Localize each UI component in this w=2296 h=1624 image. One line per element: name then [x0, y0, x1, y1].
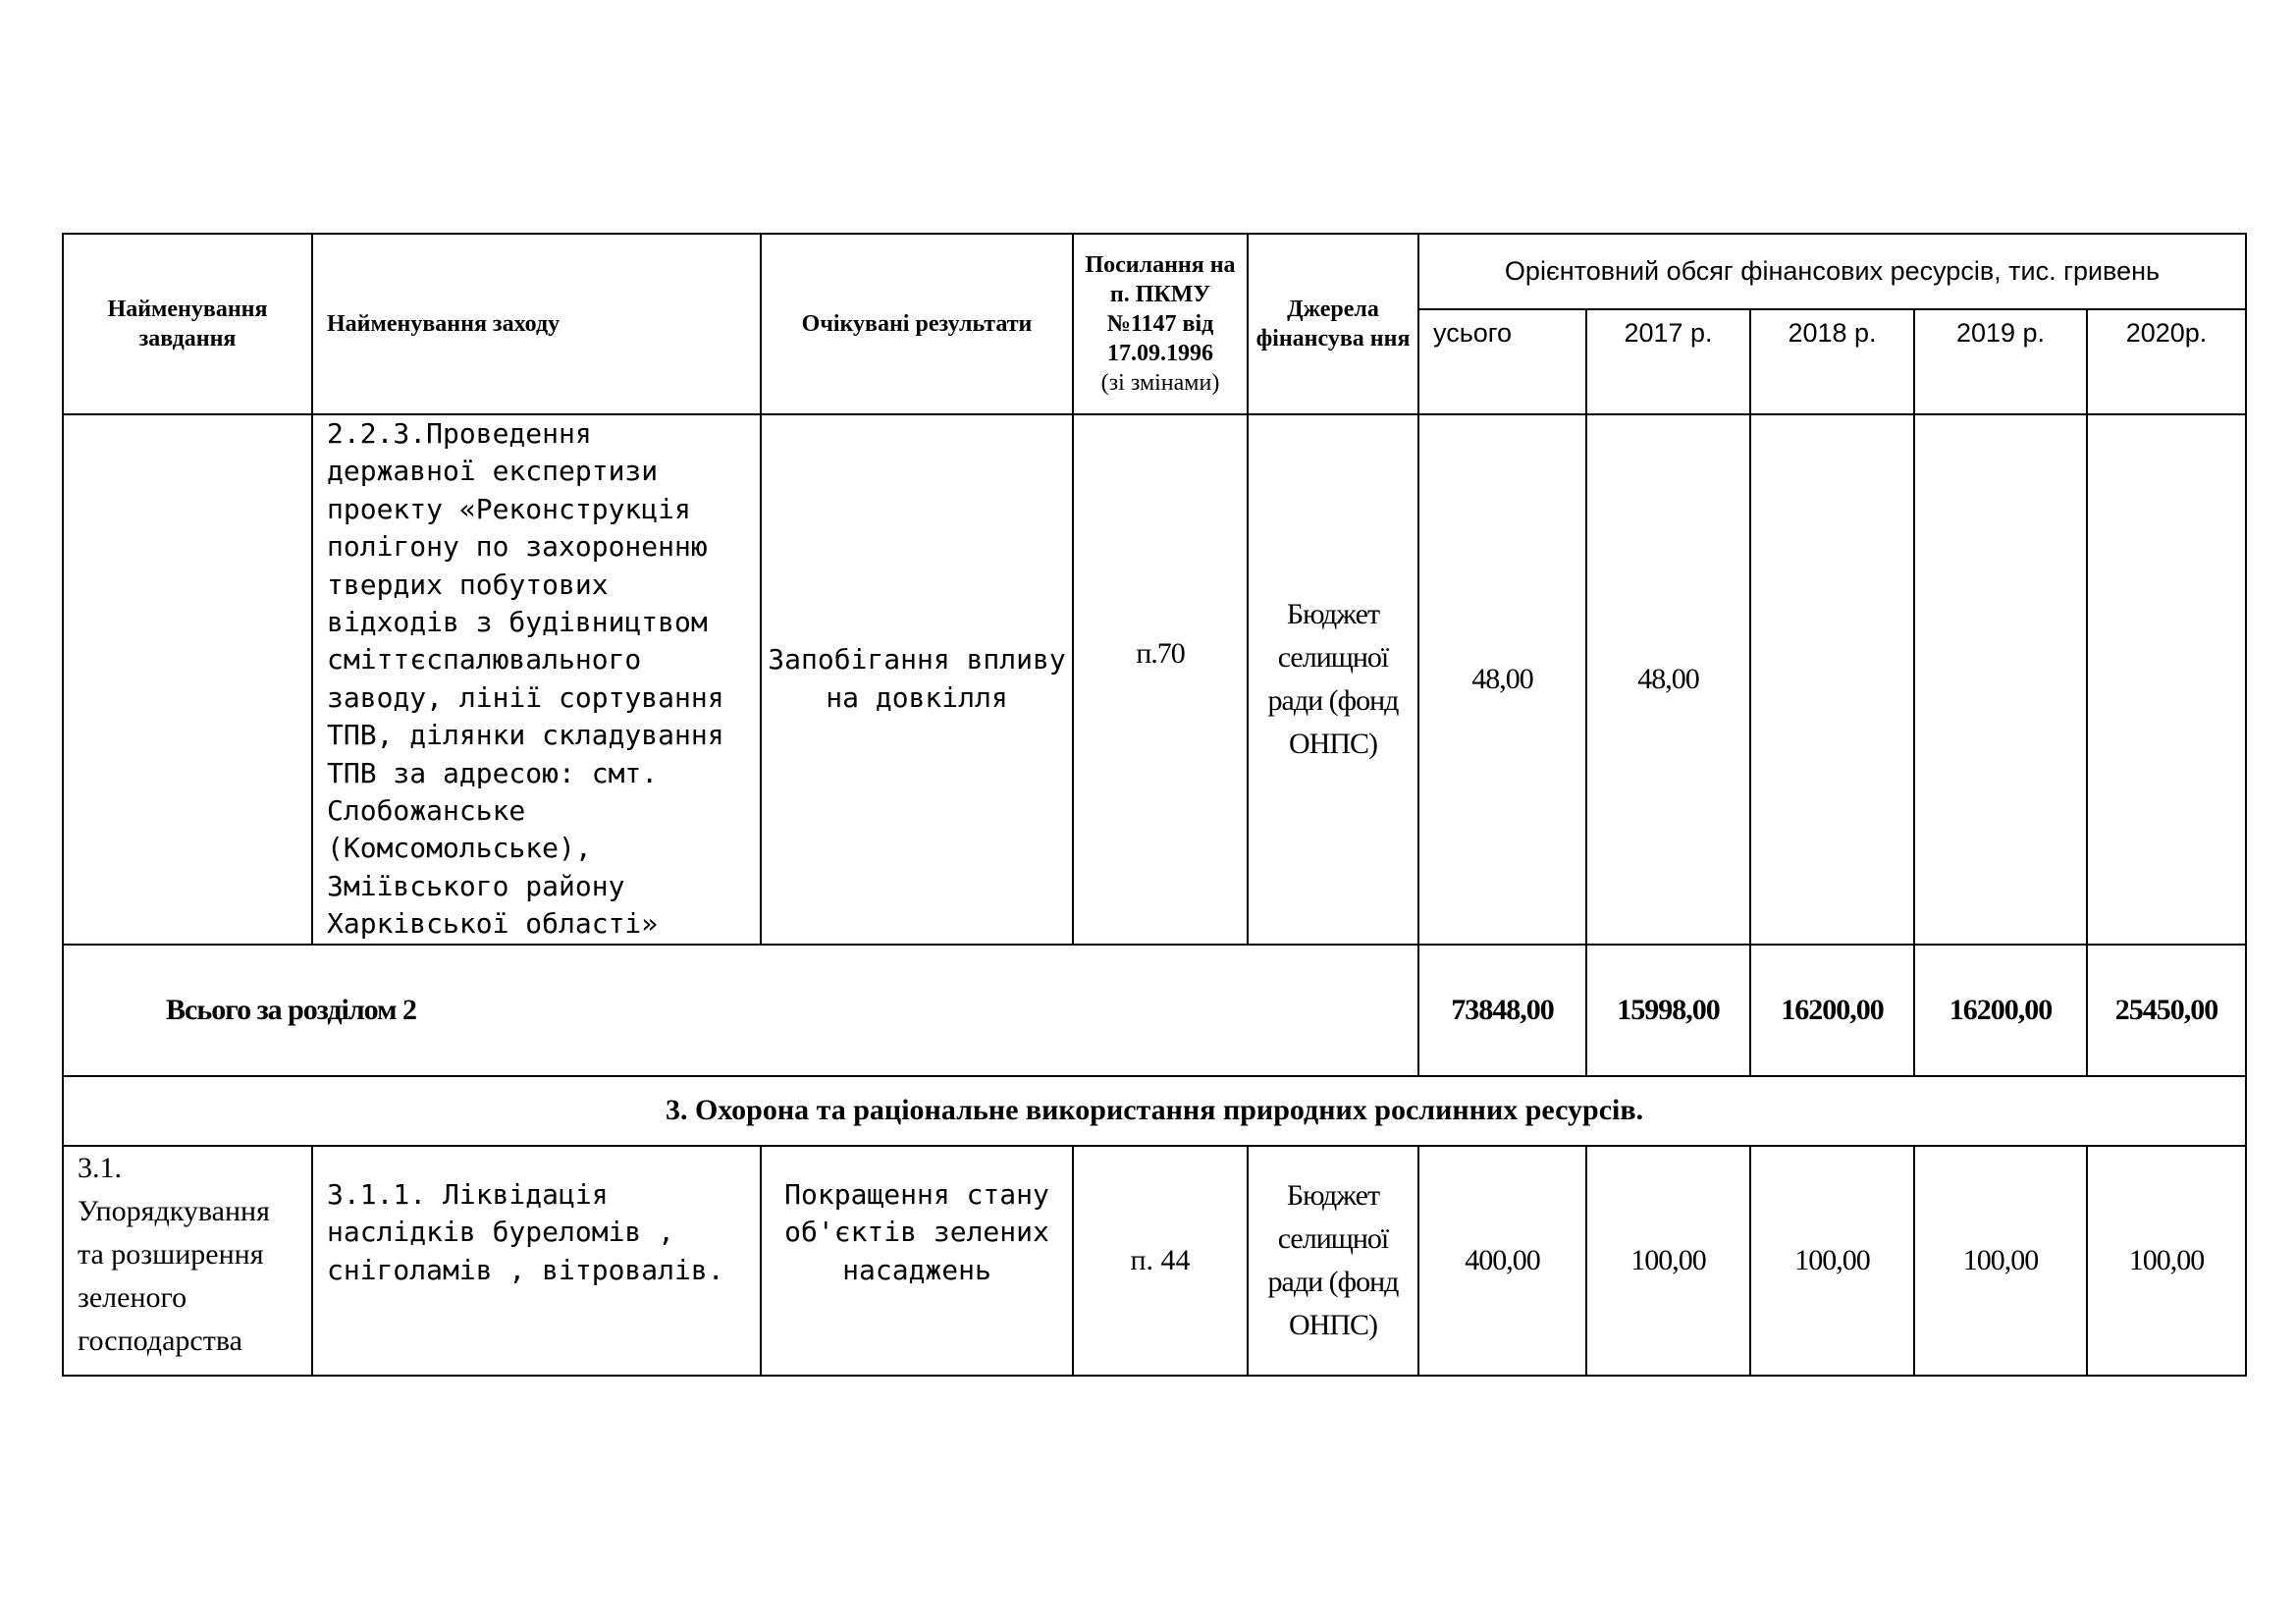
finance-plan-table	[62, 233, 2247, 1377]
table-row	[63, 1146, 2246, 1376]
row-2017-cell: 100,00	[1586, 1146, 1750, 1376]
row-reference-cell: п.70	[1073, 414, 1248, 945]
section-total-2019: 16200,00	[1914, 945, 2087, 1076]
section-3-title: 3. Охорона та раціональне використання природних рослинних ресурсів.	[63, 1076, 2246, 1146]
header-expected-results: Очікувані результати	[761, 234, 1073, 414]
row-total-cell: 48,00	[1418, 414, 1586, 945]
row-measure-cell: 2.2.3.Проведення державної експертизи проекту «Реконструкція полігону по захороненню твердих побутових відходів з будівництвом сміттєспалювального заводу, лінії сортування ТПВ, ділянки складування ТПВ за адресою: смт. Слобожанське (Комсомольське), Зміївського району Харківської області»	[312, 414, 761, 945]
row-2019-cell	[1914, 414, 2087, 945]
header-reference-main: Посилання на п. ПКМУ №1147 від 17.09.1996	[1085, 252, 1236, 366]
header-year-2019: 2019 р.	[1914, 309, 2087, 414]
header-year-2017: 2017 р.	[1586, 309, 1750, 414]
row-measure-cell: 3.1.1. Ліквідація наслідків буреломів , сніголамів , вітровалів.	[312, 1146, 761, 1376]
row-2019-cell: 100,00	[1914, 1146, 2087, 1376]
row-reference-cell: п. 44	[1073, 1146, 1248, 1376]
section-heading-row	[63, 1076, 2246, 1146]
section-total-row	[63, 945, 2246, 1076]
row-task-cell	[63, 414, 312, 945]
header-measure-name: Найменування заходу	[312, 234, 761, 414]
section-total-2017: 15998,00	[1586, 945, 1750, 1076]
header-reference-note: (зі змінами)	[1100, 370, 1220, 396]
row-2020-cell	[2087, 414, 2246, 945]
header-year-2020: 2020р.	[2087, 309, 2246, 414]
header-year-total: усього	[1418, 309, 1586, 414]
row-task-cell: 3.1. Упорядкування та розширення зеленого господарства	[63, 1146, 312, 1376]
row-2018-cell: 100,00	[1750, 1146, 1914, 1376]
header-year-2018: 2018 р.	[1750, 309, 1914, 414]
header-finance-group: Орієнтовний обсяг фінансових ресурсів, тис. гривень	[1418, 234, 2246, 309]
row-2020-cell: 100,00	[2087, 1146, 2246, 1376]
row-source-cell: Бюджет селищної ради (фонд ОНПС)	[1248, 414, 1418, 945]
row-result-cell: Покращення стану об'єктів зелених насаджень	[761, 1146, 1073, 1376]
header-row	[63, 234, 2246, 309]
table-row	[63, 414, 2246, 945]
header-task-name: Найменування завдання	[63, 234, 312, 414]
row-2017-cell: 48,00	[1586, 414, 1750, 945]
row-source-cell: Бюджет селищної ради (фонд ОНПС)	[1248, 1146, 1418, 1376]
row-result-cell: Запобігання впливу на довкілля	[761, 414, 1073, 945]
section-total-2018: 16200,00	[1750, 945, 1914, 1076]
section-total-sum: 73848,00	[1418, 945, 1586, 1076]
row-2018-cell	[1750, 414, 1914, 945]
header-reference	[1073, 234, 1248, 414]
header-funding-source: Джерела фінансува ння	[1248, 234, 1418, 414]
section-total-2020: 25450,00	[2087, 945, 2246, 1076]
row-total-cell: 400,00	[1418, 1146, 1586, 1376]
section-total-label: Всього за розділом 2	[63, 945, 1418, 1076]
